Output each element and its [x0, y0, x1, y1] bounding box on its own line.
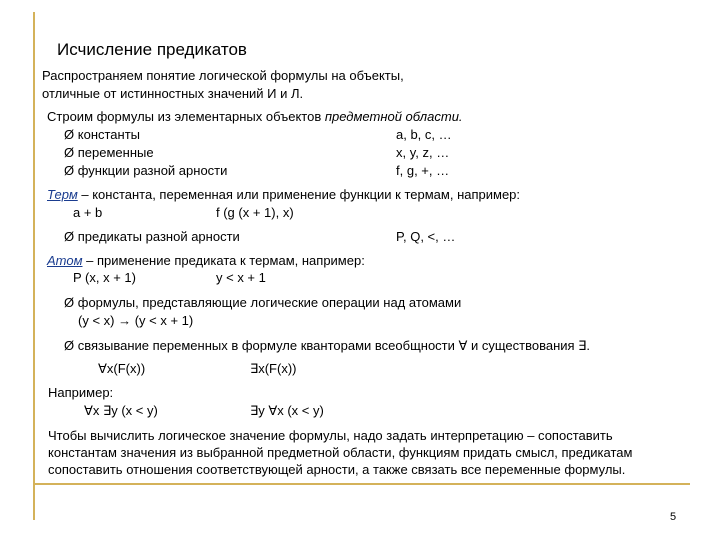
outro-line-2: константам значения из выбранной предметной области, функциям придать смысл, предикатам: [48, 445, 633, 460]
formulas-example: (y < x) → (y < x + 1): [78, 313, 194, 328]
bullet-constants-value: a, b, c, …: [396, 127, 452, 142]
example-label: Например:: [48, 385, 114, 400]
bullet-functions-value: f, g, +, …: [396, 163, 450, 178]
bullet-arrow-icon: Ø: [64, 163, 75, 178]
bullet-label: константы: [77, 127, 141, 142]
bullet-constants: [64, 126, 140, 143]
build-line: [47, 108, 463, 125]
term-example-2: f (g (x + 1), x): [216, 205, 294, 220]
example-2: ∃y ∀x (x < y): [250, 403, 324, 418]
bullet-predicates: [64, 228, 240, 245]
slide-title: Исчисление предикатов: [57, 40, 247, 59]
example-1: ∀x ∃y (x < y): [84, 403, 158, 418]
bullet-label: формулы, представляющие логические операции над атомами: [77, 295, 462, 310]
left-accent-line: [33, 12, 35, 520]
bullet-label: переменные: [77, 145, 154, 160]
outro-line-3: сопоставить отношения соответствующей арности, а также связать все переменные формулы.: [48, 462, 626, 477]
bullet-arrow-icon: Ø: [64, 127, 75, 142]
binding-example-1: ∀x(F(x)): [98, 361, 146, 376]
bullet-label: функции разной арности: [77, 163, 228, 178]
atom-def: – применение предиката к термам, например:: [82, 253, 365, 268]
term-word: Терм: [47, 187, 78, 202]
atom-word: Атом: [47, 253, 83, 268]
bullet-predicates-value: P, Q, <, …: [396, 229, 456, 244]
intro-line-1: Распространяем понятие логической формулы на объекты,: [42, 68, 404, 83]
binding-example-2: ∃x(F(x)): [250, 361, 297, 376]
bottom-accent-line: [33, 483, 690, 485]
bullet-functions: [64, 162, 227, 179]
bullet-arrow-icon: Ø: [64, 295, 75, 310]
bullet-arrow-icon: Ø: [64, 338, 75, 353]
atom-example-2: y < x + 1: [216, 270, 266, 285]
bullet-arrow-icon: Ø: [64, 229, 75, 244]
bullet-variables: [64, 144, 154, 161]
bullet-label: предикаты разной арности: [77, 229, 240, 244]
atom-example-1: P (x, x + 1): [73, 270, 136, 285]
bullet-arrow-icon: Ø: [64, 145, 75, 160]
page-number: 5: [670, 511, 677, 523]
build-domain: предметной области.: [324, 109, 463, 124]
outro-line-1: Чтобы вычислить логическое значение формулы, надо задать интерпретацию – сопоставить: [48, 428, 613, 443]
bullet-binding: [64, 337, 590, 354]
atom-definition: [47, 252, 365, 269]
intro-line-2: отличные от истинностных значений И и Л.: [42, 86, 304, 101]
term-example-1: a + b: [73, 205, 103, 220]
bullet-label: связывание переменных в формуле кванторами всеобщности ∀ и существования ∃.: [77, 338, 591, 353]
term-def: – константа, переменная или применение функции к термам, например:: [77, 187, 521, 202]
build-prefix: Строим формулы из элементарных объектов: [47, 109, 325, 124]
bullet-formulas: [64, 294, 461, 311]
term-definition: [47, 186, 520, 203]
bullet-variables-value: x, y, z, …: [396, 145, 450, 160]
